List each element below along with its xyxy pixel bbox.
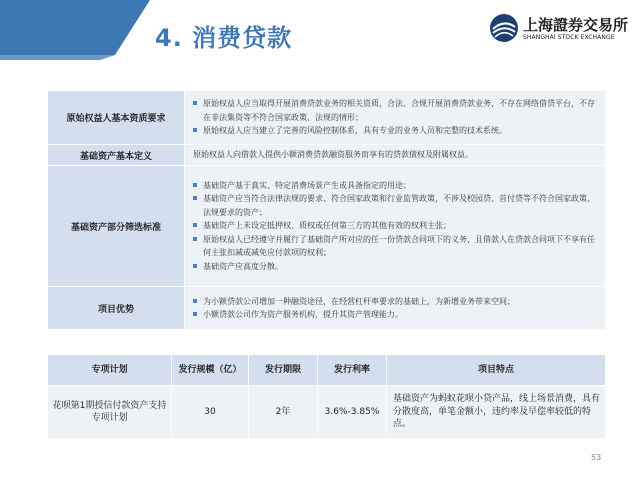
plan-cell-size: 30 bbox=[172, 386, 249, 439]
table-row bbox=[48, 386, 606, 439]
bullet-item: 基础资产上未设定抵押权、质权或任何第三方的其他有效的权利主张； bbox=[193, 219, 599, 233]
bullet-square-icon bbox=[193, 101, 197, 105]
sse-logo-name-cn: 上海證券交易所 bbox=[523, 16, 629, 34]
bullet-square-icon bbox=[193, 183, 197, 187]
spec-row bbox=[48, 287, 606, 330]
bullet-item: 基础资产应当符合法律法规的要求、符合国家政策和行业监管政策，不涉及校园贷、首付贷等不符合国家政策、法规要求的资产； bbox=[193, 192, 599, 219]
bullet-square-icon bbox=[193, 128, 197, 132]
plan-table-header bbox=[48, 355, 606, 386]
spec-row-content bbox=[185, 287, 606, 330]
spec-row bbox=[48, 145, 606, 166]
plan-col-header: 项目特点 bbox=[387, 355, 606, 386]
bullet-square-icon bbox=[193, 264, 197, 268]
page-title: 4. 消费贷款 bbox=[155, 24, 293, 52]
plan-table bbox=[47, 354, 606, 439]
spec-row-content bbox=[185, 166, 606, 287]
bullet-item: 原始权益人已经遵守并履行了基础资产所对应的任一份贷款合同项下的义务，且借款人在贷款合同项下不享有任何主张扣减或减免应付款项的权利； bbox=[193, 233, 599, 260]
definition-text: 原始权益人向借款人提供小额消费贷款融资服务而享有的贷款债权及附属权益。 bbox=[193, 150, 473, 160]
spec-row-content bbox=[185, 91, 606, 145]
bullet-square-icon bbox=[193, 237, 197, 241]
plan-col-header: 专项计划 bbox=[48, 355, 172, 386]
plan-col-header: 发行期限 bbox=[249, 355, 318, 386]
bullet-item: 基础资产应高度分散。 bbox=[193, 260, 599, 274]
bullet-item: 基础资产基于真实、特定消费场景产生或具备指定的用途； bbox=[193, 179, 599, 193]
spec-row-label: 基础资产基本定义 bbox=[48, 145, 185, 166]
sse-logo-mark-icon bbox=[489, 13, 519, 43]
spec-row bbox=[48, 91, 606, 145]
plan-col-header: 发行利率 bbox=[318, 355, 387, 386]
bullet-item: 为小额贷款公司增加一种融资途径，在经营杠杆率要求的基础上，为新增业务带来空间； bbox=[193, 295, 599, 309]
bullet-square-icon bbox=[193, 299, 197, 303]
page-number: 53 bbox=[591, 453, 602, 462]
spec-row-label: 基础资产部分筛选标准 bbox=[48, 166, 185, 287]
plan-cell-term: 2年 bbox=[249, 386, 318, 439]
sse-logo-name-en: SHANGHAI STOCK EXCHANGE bbox=[523, 34, 615, 41]
bullet-item: 小额贷款公司作为资产服务机构，提升其资产管理能力。 bbox=[193, 308, 599, 322]
plan-cell-rate: 3.6%-3.85% bbox=[318, 386, 387, 439]
bullet-square-icon bbox=[193, 196, 197, 200]
bullet-square-icon bbox=[193, 312, 197, 316]
plan-col-header: 发行规模（亿） bbox=[172, 355, 249, 386]
spec-row-label: 原始权益人基本资质要求 bbox=[48, 91, 185, 145]
spec-table bbox=[47, 90, 606, 330]
sse-logo bbox=[489, 13, 629, 45]
spec-row-content bbox=[185, 145, 606, 166]
bullet-item: 原始权益人应当建立了完善的风险控制体系，具有专业的业务人员和完整的技术系统。 bbox=[193, 124, 599, 138]
bullet-item: 原始权益人应当取得开展消费贷款业务的相关资质，合法、合规开展消费贷款业务，不存在网络借贷平台，不存在非法集资等不符合国家政策、法规的情形； bbox=[193, 97, 599, 124]
spec-row bbox=[48, 166, 606, 287]
bullet-square-icon bbox=[193, 223, 197, 227]
plan-cell-name: 花呗第1期授信付款资产支持专项计划 bbox=[48, 386, 172, 439]
spec-row-label: 项目优势 bbox=[48, 287, 185, 330]
plan-cell-feature: 基础资产为蚂蚁花呗小贷产品，线上场景消费，具有分散度高，单笔金额小，违约率及早偿率较低的特点。 bbox=[387, 386, 606, 439]
